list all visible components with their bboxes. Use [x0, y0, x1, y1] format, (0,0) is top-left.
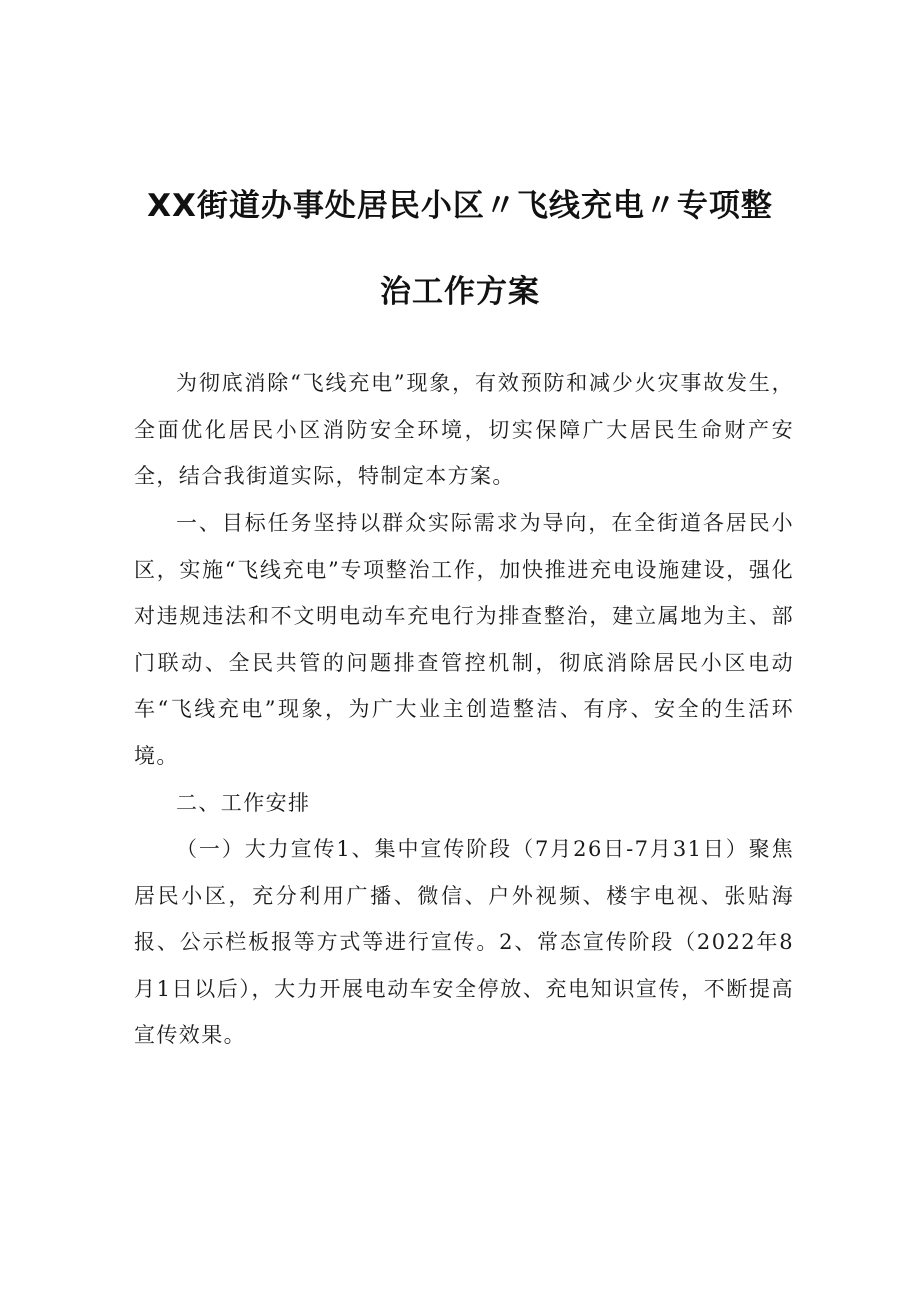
intro-paragraph: 为彻底消除“飞线充电”现象，有效预防和减少火灾事故发生，全面优化居民小区消防安全环境，切实保障广大居民生命财产安全，结合我街道实际，特制定本方案。 — [134, 371, 794, 488]
document-title-line-1: XX街道办事处居民小区〃飞线充电〃专项整 — [147, 188, 773, 224]
section-objectives-paragraph: 一、目标任务坚持以群众实际需求为导向，在全街道各居民小区，实施“飞线充电”专项整治工作，加快推进充电设施建设，强化对违规违法和不文明电动车充电行为排查整治，建立属地为主、部门联动、全民共管的问题排查管控机制，彻底消除居民小区电动车“飞线充电”现象，为广大业主创造整洁、有序、安全的生活环境。 — [134, 511, 794, 768]
publicity-paragraph: （一）大力宣传1、集中宣传阶段（7月26日-7月31日）聚焦居民小区，充分利用广播、微信、户外视频、楼宇电视、张贴海报、公示栏板报等方式等进行宣传。2、常态宣传阶段（2022年8月1日以后），大力开展电动车安全停放、充电知识宣传，不断提高宣传效果。 — [134, 837, 794, 1047]
section-arrangement-heading: 二、工作安排 — [176, 791, 311, 815]
document-title-line-2: 治工作方案 — [380, 274, 540, 310]
